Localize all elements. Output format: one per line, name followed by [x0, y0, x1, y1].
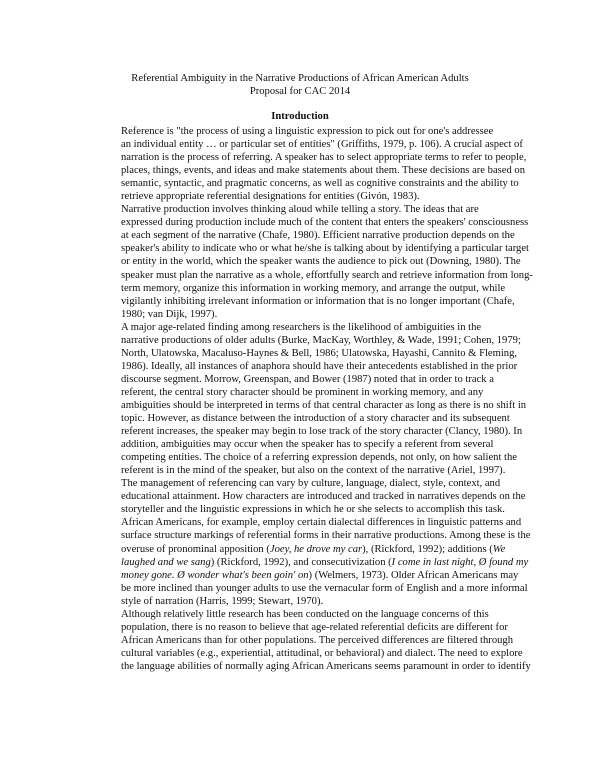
text-line [85, 451, 520, 464]
text-line [85, 595, 520, 608]
text-line [85, 608, 520, 621]
text-run: discourse segment. Morrow, Greenspan, and Bower (1987) noted that in order to track a [121, 373, 494, 385]
text-run: population, there is no reason to believe that age-related referential deficits are different for [121, 621, 508, 633]
text-line [85, 556, 529, 569]
text-line [85, 543, 520, 556]
text-run: ambiguities should be interpreted in terms of that central character as long as there is no shift in [121, 399, 527, 411]
text-line [85, 295, 520, 308]
paragraph [85, 125, 527, 203]
text-run: Reference is "the process of using a linguistic expression to pick out for one's addressee [121, 126, 494, 137]
text-line [85, 516, 520, 529]
text-line [85, 229, 520, 242]
text-line [85, 477, 520, 490]
text-line [85, 255, 520, 268]
text-line [85, 503, 520, 516]
text-run: surface structure markings of referential forms in their narrative productions. Among these is the [121, 530, 531, 542]
text-run: speaker's ability to indicate who or what he/she is talking about by identifying a particular target [121, 243, 529, 255]
text-line [85, 216, 529, 229]
text-run: be more inclined than younger adults to use the vernacular form of English and a more informal [121, 582, 528, 594]
italic-text: laughed and we sang [121, 556, 211, 568]
italic-text: We [492, 543, 506, 555]
text-line [85, 529, 531, 542]
text-run: 1980; van Dijk, 1997). [121, 308, 218, 320]
text-run: places, things, events, and ideas and make statements about them. These decisions are based on [121, 165, 526, 177]
text-run: referent, the central story character should be prominent in working memory, and any [121, 386, 484, 398]
text-line [85, 151, 527, 164]
text-run: Narrative production involves thinking aloud while telling a story. The ideas that are [121, 204, 479, 216]
text-run: educational attainment. How characters are introduced and tracked in narratives depends on the [121, 491, 526, 503]
text-line [85, 190, 520, 203]
text-line [85, 242, 529, 255]
text-run: African Americans than for other populations. The perceived differences are filtered through [121, 634, 514, 646]
text-run: narrative productions of older adults (Burke, MacKay, Worthley, & Wade, 1991; Cohen, 1979; [121, 334, 521, 346]
text-line [85, 464, 520, 477]
text-line [85, 308, 520, 321]
text-line [85, 634, 520, 647]
text-run: Although relatively little research has been conducted on the language concerns of this [121, 608, 489, 620]
text-run: referent is in the mind of the speaker, but also on the context of the narrative (Ariel, 1997). [121, 465, 506, 477]
text-run: competing entities. The choice of a referring expression depends, not only, on how salient the [121, 452, 517, 464]
text-run: storyteller and the linguistic expressions in which he or she selects to accomplish this task. [121, 504, 505, 516]
text-line [85, 386, 520, 399]
text-run: expressed during production include much of the content that enters the speakers' consciousness [121, 217, 529, 229]
paragraph [85, 203, 533, 320]
text-line [85, 269, 533, 282]
text-line [85, 203, 520, 216]
text-line [85, 438, 520, 451]
text-run: cultural variables (e.g., experiential, attitudinal, or behavioral) and dialect. The need to explore [121, 647, 523, 659]
text-run: style of narration (Harris, 1999; Stewart, 1970). [121, 595, 324, 607]
text-run: 1986). Ideally, all instances of anaphora should have their antecedents established in the prior [121, 360, 518, 372]
text-run: North, Ulatowska, Macaluso-Haynes & Bell, 1986; Ulatowska, Hayashi, Cannito & Fleming, [121, 347, 518, 359]
text-run: overuse of pronominal apposition ( [121, 543, 270, 555]
text-run: speaker must plan the narrative as a whole, effortfully search and retrieve information from long- [121, 269, 533, 281]
text-line [85, 569, 520, 582]
text-line [85, 647, 523, 660]
text-run: narration is the process of referring. A speaker has to select appropriate terms to refer to people, [121, 152, 527, 164]
text-run: at each segment of the narrative (Chafe, 1980). Efficient narrative production depends on the [121, 230, 515, 242]
italic-text: I come in last night, Ø found my [391, 556, 529, 568]
text-line [85, 347, 520, 360]
text-run: retrieve appropriate referential designations for entities (Givón, 1983). [121, 191, 420, 203]
italic-text: Joey, he drove my car [269, 543, 363, 555]
text-run: ) (Rickford, 1992), and consecutivization ( [210, 556, 392, 568]
text-line [85, 582, 528, 595]
text-run: semantic, syntactic, and pragmatic concerns, as well as cognitive constraints and the ability to [121, 178, 519, 190]
text-run: or entity in the world, which the speaker wants the audience to pick out (Downing, 1980). The [121, 256, 521, 268]
text-line [85, 177, 520, 190]
text-line [85, 490, 526, 503]
text-line [85, 138, 523, 151]
text-run: vigilantly inhibiting irrelevant information or information that is no longer important (Chafe, [121, 295, 515, 307]
text-line [85, 373, 520, 386]
text-run: A major age-related finding among researchers is the likelihood of ambiguities in the [121, 321, 482, 333]
text-run: topic. However, as distance between the introduction of a story character and its subsequent [121, 413, 510, 425]
document-subtitle: Proposal for CAC 2014 [249, 86, 351, 97]
italic-text: money gone. Ø wonder what's been goin' on [121, 569, 309, 581]
text-line [85, 425, 523, 438]
text-run: addition, ambiguities may occur when the speaker has to specify a referent from several [121, 439, 494, 451]
text-line [85, 282, 520, 295]
section-heading: Introduction [271, 111, 329, 122]
text-line [85, 125, 520, 138]
text-line [85, 621, 520, 634]
text-line [85, 412, 520, 425]
text-line [85, 321, 520, 334]
paragraph [85, 477, 531, 607]
text-line [85, 660, 531, 673]
paragraph [85, 608, 531, 673]
document-title: Referential Ambiguity in the Narrative Productions of African American Adults [131, 73, 469, 84]
paragraph [85, 321, 527, 478]
text-line [85, 360, 520, 373]
text-line [85, 164, 526, 177]
text-line [85, 399, 527, 412]
text-run: the language abilities of normally aging African Americans seems paramount in order to identify [121, 660, 531, 672]
text-run: ), (Rickford, 1992); additions ( [362, 543, 493, 555]
text-line [85, 334, 520, 347]
text-run: an individual entity … or particular set of entities" (Griffiths, 1979, p. 106). A crucial aspect of [121, 139, 523, 151]
text-run: ) (Welmers, 1973). Older African Americans may [308, 569, 519, 581]
text-run: The management of referencing can vary by culture, language, dialect, style, context, and [121, 478, 501, 490]
text-run: African Americans, for example, employ certain dialectal differences in linguistic patterns and [121, 517, 522, 529]
text-run: term memory, organize this information in working memory, and arrange the output, while [121, 282, 506, 294]
document-body [85, 125, 533, 673]
text-run: referent increases, the speaker may begin to lose track of the story character (Clancy, 1980). In [121, 426, 523, 438]
